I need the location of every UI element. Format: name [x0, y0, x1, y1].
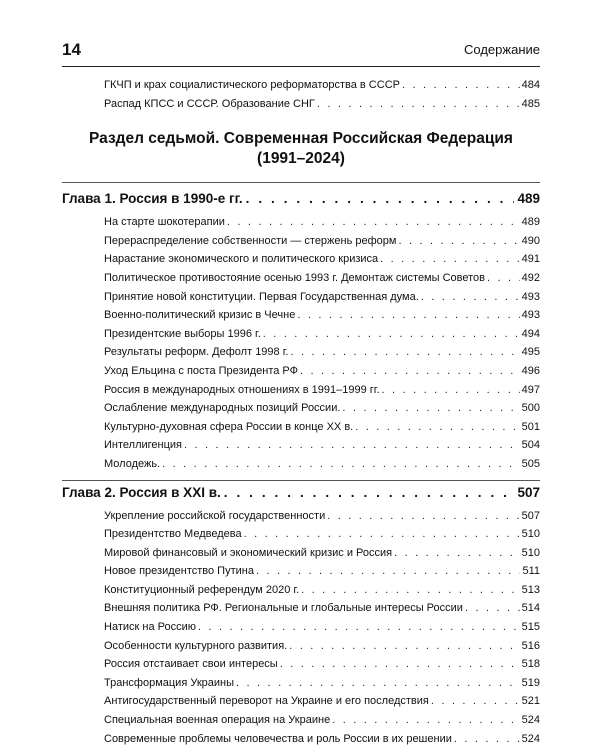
- toc-entry-page: 514: [521, 602, 540, 615]
- toc-entry[interactable]: [62, 618, 540, 637]
- toc-entry[interactable]: [62, 730, 540, 749]
- leader-dots: [227, 213, 520, 232]
- toc-entry-page: 501: [521, 420, 540, 433]
- toc-entry-title: Культурно-духовная сфера России в конце ХХ в.: [104, 420, 354, 433]
- toc-entry-page: 491: [521, 253, 540, 266]
- chapter2-top-rule: [62, 480, 540, 481]
- toc-entry[interactable]: [62, 507, 540, 526]
- leader-dots: [280, 655, 520, 674]
- toc-entry[interactable]: [62, 674, 540, 693]
- page-header: [62, 40, 540, 64]
- toc-entry-title: Ослабление международных позиций России.: [104, 402, 341, 415]
- leader-dots: [300, 362, 520, 381]
- toc-entry-title: Натиск на Россию: [104, 621, 196, 634]
- leader-dots: [382, 381, 520, 400]
- toc-entry[interactable]: [62, 544, 540, 563]
- leader-dots: [332, 711, 519, 730]
- toc-entry-page: 524: [521, 732, 540, 745]
- prev-entries: [62, 76, 540, 113]
- leader-dots: [342, 399, 519, 418]
- section-title-line1: Раздел седьмой. Современная Российская Федерация: [89, 130, 513, 148]
- toc-entry-title: Внешняя политика РФ. Региональные и глобальные интересы России: [104, 602, 463, 615]
- toc-entry[interactable]: [62, 436, 540, 455]
- toc-entry[interactable]: [62, 232, 540, 251]
- toc-entry[interactable]: [62, 637, 540, 656]
- toc-entry-title: Укрепление российской государственности: [104, 509, 326, 522]
- toc-entry-page: 511: [522, 565, 540, 578]
- toc-entry-title: Результаты реформ. Дефолт 1998 г.: [104, 346, 289, 359]
- leader-dots: [465, 599, 520, 618]
- toc-entry[interactable]: [62, 711, 540, 730]
- toc-entry-title: Специальная военная операция на Украине: [104, 714, 331, 727]
- leader-dots: [290, 343, 519, 362]
- toc-entry-page: 524: [521, 714, 540, 727]
- leader-dots: [402, 76, 520, 95]
- toc-entry-title: Распад КПСС и СССР. Образование СНГ: [104, 97, 315, 110]
- leader-dots: [487, 269, 520, 288]
- toc-entry-page: 518: [521, 658, 540, 671]
- toc-entry-page: 485: [521, 97, 540, 110]
- toc-entry-page: 510: [521, 546, 540, 559]
- leader-dots: [421, 288, 520, 307]
- leader-dots: [301, 581, 519, 600]
- toc-entry[interactable]: [62, 362, 540, 381]
- leader-dots: [224, 483, 515, 503]
- leader-dots: [398, 232, 519, 251]
- toc-entry[interactable]: [62, 525, 540, 544]
- toc-entry[interactable]: [62, 455, 540, 474]
- header-rule: [62, 66, 540, 67]
- toc-entry[interactable]: [62, 95, 540, 114]
- leader-dots: [431, 692, 520, 711]
- toc-entry-title: Особенности культурного развития.: [104, 639, 288, 652]
- leader-dots: [297, 306, 519, 325]
- toc-entry[interactable]: [62, 343, 540, 362]
- section-title-line2: (1991–2024): [257, 150, 345, 168]
- leader-dots: [355, 418, 519, 437]
- toc-entry-page: 497: [521, 383, 540, 396]
- toc-entry-page: 507: [521, 509, 540, 522]
- chapter1-page: 489: [517, 191, 540, 207]
- toc-entry-title: Конституционный референдум 2020 г.: [104, 583, 300, 596]
- chapter1-title: Глава 1. Россия в 1990-е гг.: [62, 191, 243, 207]
- leader-dots: [198, 618, 520, 637]
- toc-entry-page: 505: [521, 457, 540, 470]
- toc-entry-title: Трансформация Украины: [104, 676, 235, 689]
- toc-entry-title: Современные проблемы человечества и роль России в их решении: [104, 732, 452, 745]
- leader-dots: [327, 507, 519, 526]
- toc-entry[interactable]: [62, 213, 540, 232]
- toc-entry-title: Россия в международных отношениях в 1991–1999 гг.: [104, 383, 380, 396]
- leader-dots: [244, 525, 520, 544]
- toc-entry-title: Уход Ельцина с поста Президента РФ: [104, 364, 298, 377]
- toc-entry-title: Нарастание экономического и политического кризиса: [104, 253, 379, 266]
- toc-entry-page: 519: [521, 676, 540, 689]
- toc-entry[interactable]: [62, 381, 540, 400]
- chapter1-top-rule: [62, 182, 540, 183]
- toc-entry[interactable]: [62, 562, 540, 581]
- toc-entry-title: Принятие новой конституции. Первая Государственная дума.: [104, 290, 419, 303]
- chapter1-heading[interactable]: [62, 189, 540, 209]
- toc-entry-page: 484: [521, 79, 540, 91]
- toc-entry[interactable]: [62, 269, 540, 288]
- toc-entry-page: 515: [521, 621, 540, 634]
- chapter2-entries: [62, 507, 540, 749]
- toc-entry-title: Военно-политический кризис в Чечне: [104, 309, 296, 322]
- toc-entry[interactable]: [62, 581, 540, 600]
- running-head: Содержание: [464, 42, 540, 57]
- leader-dots: [184, 436, 520, 455]
- leader-dots: [246, 189, 515, 209]
- toc-entry-title: Президентство Медведева: [104, 528, 242, 541]
- toc-entry-title: Президентские выборы 1996 г.: [104, 327, 261, 340]
- chapter2-heading[interactable]: [62, 483, 540, 503]
- toc-entry-page: 500: [521, 402, 540, 415]
- toc-entry-title: Россия отстаивает свои интересы: [104, 658, 278, 671]
- toc-entry[interactable]: [62, 306, 540, 325]
- toc-entry-page: 494: [521, 327, 540, 340]
- toc-entry-page: 493: [521, 290, 540, 303]
- table-of-contents: [62, 76, 540, 748]
- toc-entry-page: 513: [521, 583, 540, 596]
- toc-entry-title: Антигосударственный переворот на Украине и его последствия: [104, 695, 429, 708]
- toc-entry-page: 495: [521, 346, 540, 359]
- toc-entry-title: На старте шокотерапии: [104, 216, 225, 229]
- leader-dots: [454, 730, 520, 749]
- toc-entry-page: 510: [521, 528, 540, 541]
- toc-entry-page: 490: [521, 234, 540, 247]
- toc-entry[interactable]: [62, 599, 540, 618]
- leader-dots: [162, 455, 520, 474]
- toc-entry-title: Мировой финансовый и экономический кризис и Россия: [104, 546, 393, 559]
- toc-entry-title: Политическое противостояние осенью 1993 г. Демонтаж системы Советов: [104, 271, 485, 284]
- leader-dots: [236, 674, 520, 693]
- toc-entry-title: Перераспределение собственности — стержень реформ: [104, 234, 397, 247]
- section-title: [62, 129, 540, 169]
- page-number: 14: [62, 40, 81, 59]
- chapter1-entries: [62, 213, 540, 473]
- toc-entry[interactable]: [62, 250, 540, 269]
- leader-dots: [289, 637, 519, 656]
- toc-entry[interactable]: [62, 325, 540, 344]
- chapter2-title: Глава 2. Россия в XXI в.: [62, 484, 221, 500]
- toc-entry-page: 521: [521, 695, 540, 708]
- toc-entry-page: 504: [521, 439, 540, 452]
- toc-entry-title: Новое президентство Путина: [104, 565, 254, 578]
- toc-entry-page: 489: [521, 216, 540, 229]
- toc-entry[interactable]: [62, 655, 540, 674]
- toc-entry-title: Интеллигенция: [104, 439, 182, 452]
- toc-entry-title: ГКЧП и крах социалистического реформаторства в СССР: [104, 79, 400, 91]
- toc-entry-page: 516: [521, 639, 540, 652]
- leader-dots: [263, 325, 520, 344]
- toc-entry-title: Молодежь.: [104, 457, 161, 470]
- leader-dots: [317, 95, 520, 114]
- toc-entry-page: 496: [521, 364, 540, 377]
- toc-entry[interactable]: [62, 418, 540, 437]
- toc-entry[interactable]: [62, 288, 540, 307]
- leader-dots: [380, 250, 520, 269]
- toc-entry-page: 493: [521, 309, 540, 322]
- chapter2-page: 507: [517, 484, 540, 500]
- toc-entry[interactable]: [62, 692, 540, 711]
- toc-entry[interactable]: [62, 76, 540, 95]
- toc-entry-page: 492: [521, 271, 540, 284]
- leader-dots: [256, 562, 521, 581]
- toc-entry[interactable]: [62, 399, 540, 418]
- leader-dots: [394, 544, 520, 563]
